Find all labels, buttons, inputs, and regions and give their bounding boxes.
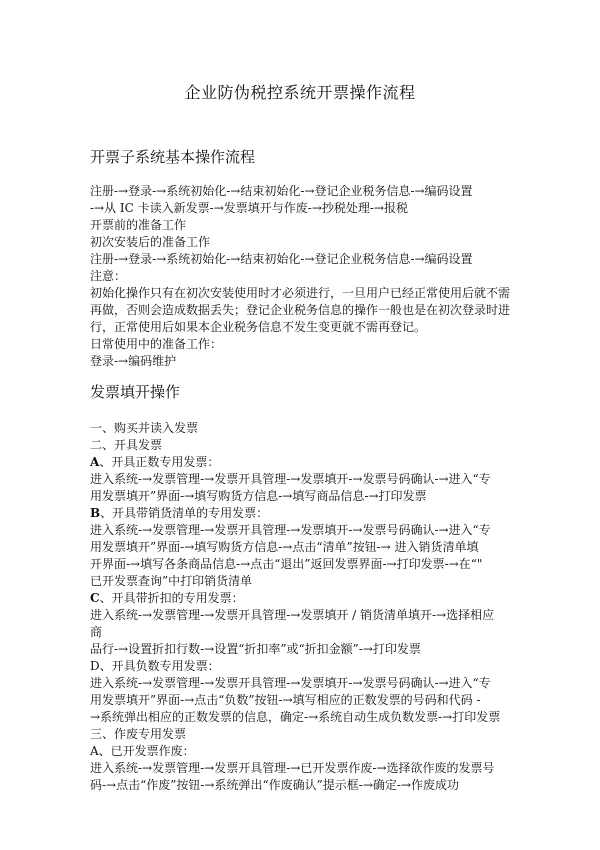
line-text: 进入系统-→发票管理-→发票开具管理-→发票填开 / 销货清单填开-→选择相应	[90, 608, 495, 622]
text-line	[90, 522, 518, 539]
section2-body	[90, 420, 518, 794]
text-line	[90, 624, 518, 641]
text-line	[90, 726, 518, 743]
text-line	[90, 777, 518, 794]
text-line: 登录-→编码维护	[90, 354, 177, 368]
line-text: 用发票填开”界面-→填写购货方信息-→点击“清单”按钮-→ 进入销货清单填	[90, 540, 479, 554]
text-line	[90, 590, 518, 607]
section1-body	[90, 183, 518, 370]
text-line: 注意：	[90, 269, 127, 283]
list-marker: C	[90, 591, 100, 605]
text-line: -→从 IC 卡读入新发票-→发票填开与作废-→抄税处理-→报税	[90, 201, 408, 215]
text-line: 开票前的准备工作	[90, 218, 187, 232]
line-text: D、开具负数专用发票：	[90, 659, 220, 673]
text-line	[90, 607, 518, 624]
text-line: 初始化操作只有在初次安装使用时才必须进行，一旦用户已经正常使用后就不需	[90, 286, 511, 300]
line-text: A、已开发票作废：	[90, 744, 195, 758]
text-line	[90, 709, 518, 726]
text-line	[90, 675, 518, 692]
line-text: 进入系统-→发票管理-→发票开具管理-→发票填开-→发票号码确认-→进入“专	[90, 676, 491, 690]
line-text: 一、购买并读入发票	[90, 421, 199, 435]
text-line: 注册-→登录-→系统初始化-→结束初始化-→登记企业税务信息-→编码设置	[90, 252, 473, 266]
document-title: 企业防伪税控系统开票操作流程	[184, 83, 416, 102]
section-heading-invoicing-subsystem: 开票子系统基本操作流程	[90, 148, 256, 166]
text-line	[90, 505, 518, 522]
line-text: 码-→点击“作废”按钮-→系统弹出“作废确认”提示框-→确定-→作废成功	[90, 778, 459, 792]
text-line	[90, 454, 518, 471]
line-text: 、开具正数专用发票：	[99, 455, 220, 469]
text-line: 注册-→登录-→系统初始化-→结束初始化-→登记企业税务信息-→编码设置	[90, 184, 473, 198]
line-text: 进入系统-→发票管理-→发票开具管理-→发票填开-→发票号码确认-→进入“专	[90, 472, 491, 486]
text-line	[90, 539, 518, 556]
text-line	[90, 658, 518, 675]
text-line	[90, 471, 518, 488]
section-heading-invoice-issuing: 发票填开操作	[90, 383, 181, 401]
list-marker: B	[90, 506, 101, 520]
line-text: 已开发票查询”中打印销货清单	[90, 574, 253, 588]
text-line: 行，正常使用后如果本企业税务信息不发生变更就不需再登记。	[90, 320, 427, 334]
line-text: 、开具带销货清单的专用发票：	[100, 506, 269, 520]
line-text: 商	[90, 625, 103, 639]
text-line	[90, 556, 518, 573]
line-text: 用发票填开”界面-→点击“负数”按钮-→填写相应的正数发票的号码和代码 -	[90, 693, 481, 707]
text-line	[90, 488, 518, 505]
text-line: 再做，否则会造成数据丢失；登记企业税务信息的操作一般也是在初次登录时进	[90, 303, 511, 317]
line-text: 三、作废专用发票	[90, 727, 187, 741]
line-text: 进入系统-→发票管理-→发票开具管理-→已开发票作废-→选择欲作废的发票号	[90, 761, 495, 775]
line-text: 二、开具发票	[90, 438, 163, 452]
text-line	[90, 760, 518, 777]
text-line	[90, 437, 518, 454]
text-line	[90, 641, 518, 658]
text-line	[90, 743, 518, 760]
text-line	[90, 692, 518, 709]
text-line: 日常使用中的准备工作：	[90, 337, 223, 351]
text-line: 初次安装后的准备工作	[90, 235, 211, 249]
line-text: 、开具带折扣的专用发票：	[99, 591, 244, 605]
line-text: 进入系统-→发票管理-→发票开具管理-→发票填开-→发票号码确认-→进入“专	[90, 523, 491, 537]
text-line	[90, 573, 518, 590]
line-text: 用发票填开”界面-→填写购货方信息-→填写商品信息-→打印发票	[90, 489, 427, 503]
text-line	[90, 420, 518, 437]
line-text: 品行-→设置折扣行数-→设置“折扣率”或“折扣金额”-→打印发票	[90, 642, 421, 656]
list-marker: A	[90, 455, 100, 469]
line-text: →系统弹出相应的正数发票的信息，确定-→系统自动生成负数发票-→打印发票	[90, 710, 501, 724]
line-text: 开界面-→填写各条商品信息-→点击“退出”返回发票界面-→打印发票-→在“"	[90, 557, 483, 571]
